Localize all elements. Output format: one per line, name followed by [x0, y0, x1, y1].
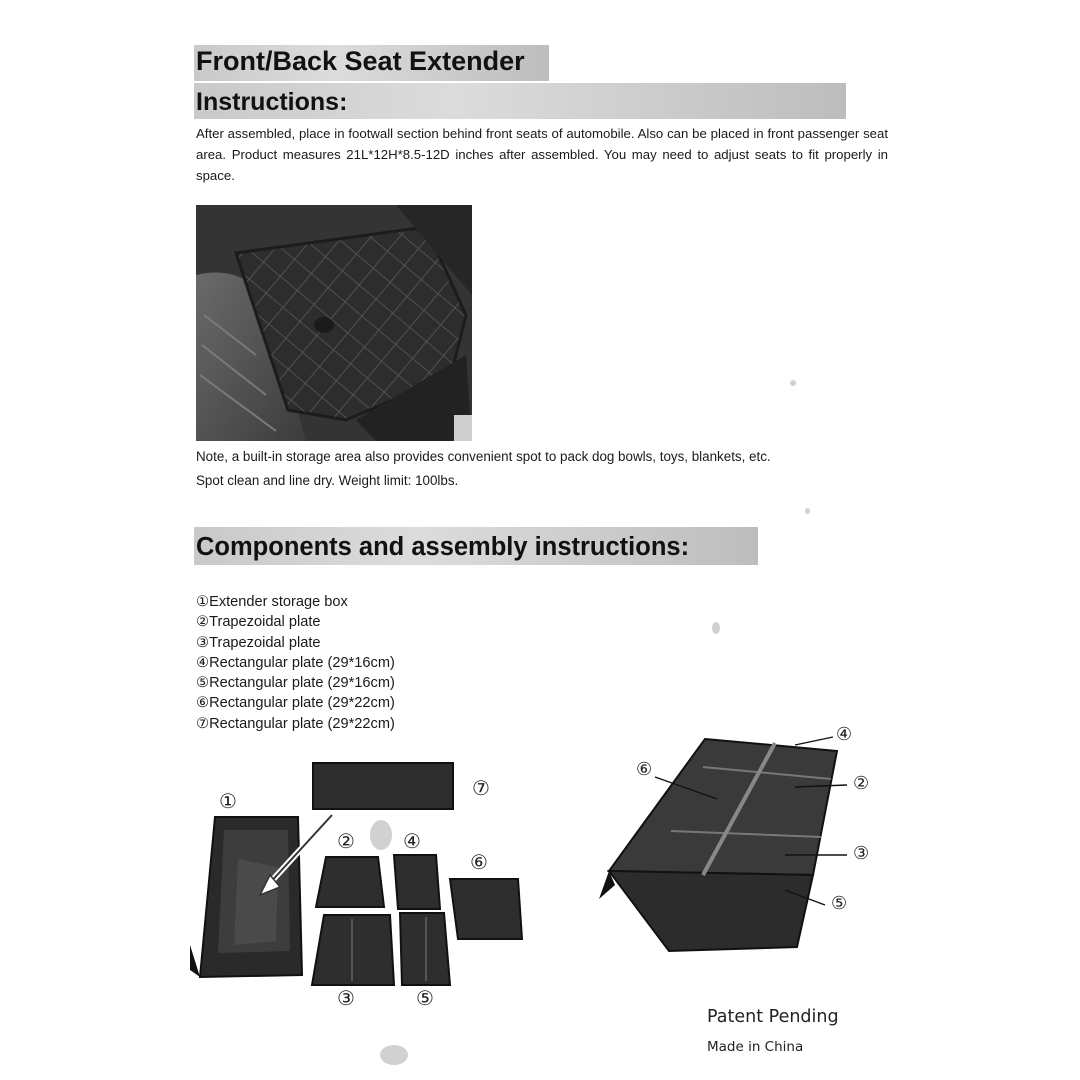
note-line-storage: Note, a built-in storage area also provides convenient spot to pack dog bowls, toys, blankets, etc. [196, 449, 771, 464]
label-1: ① [219, 789, 237, 813]
assembled-label-6: ⑥ [636, 759, 653, 780]
scan-speck [805, 508, 810, 514]
list-item: ④Rectangular plate (29*16cm) [196, 654, 395, 671]
photo-illustration [196, 205, 472, 441]
label-7: ⑦ [472, 776, 490, 800]
assembled-box-diagram [585, 725, 885, 965]
note-line-care: Spot clean and line dry. Weight limit: 100lbs. [196, 473, 459, 488]
assembled-label-2: ② [853, 773, 870, 794]
intro-paragraph: After assembled, place in footwall section behind front seats of automobile. Also can be placed in front passenger seat area. Product measures 21L*12H*8.5-12D inches after assembled. You may need to adjust seats to fit properly in space. [196, 126, 888, 183]
page-subtitle: Instructions: [196, 88, 348, 116]
scan-speck [370, 820, 392, 850]
list-item: ③Trapezoidal plate [196, 634, 321, 651]
plate-6 [450, 879, 522, 939]
plate-4 [394, 855, 440, 909]
page-title: Front/Back Seat Extender [196, 46, 525, 76]
label-3: ③ [337, 986, 355, 1010]
label-5: ⑤ [416, 986, 434, 1010]
assembled-label-4: ④ [836, 724, 853, 745]
label-4: ④ [403, 829, 421, 853]
list-item: ②Trapezoidal plate [196, 614, 321, 631]
label-2: ② [337, 829, 355, 853]
list-item: ①Extender storage box [196, 594, 348, 610]
seat-extender-photo [196, 205, 472, 441]
parts-list [196, 592, 395, 734]
scan-speck [790, 380, 796, 386]
list-item: ⑤Rectangular plate (29*16cm) [196, 675, 395, 692]
components-heading: Components and assembly instructions: [196, 533, 690, 561]
patent-pending-text: Patent Pending [707, 1007, 839, 1027]
scan-speck [380, 1045, 408, 1065]
plate-7 [313, 763, 453, 809]
label-6: ⑥ [470, 850, 488, 874]
assembled-label-5: ⑤ [831, 893, 848, 914]
assembled-label-3: ③ [853, 843, 870, 864]
list-item: ⑦Rectangular plate (29*22cm) [196, 715, 395, 732]
made-in-china-text: Made in China [707, 1039, 804, 1055]
list-item: ⑥Rectangular plate (29*22cm) [196, 695, 395, 712]
plate-2 [316, 857, 384, 907]
scan-speck [712, 622, 720, 634]
